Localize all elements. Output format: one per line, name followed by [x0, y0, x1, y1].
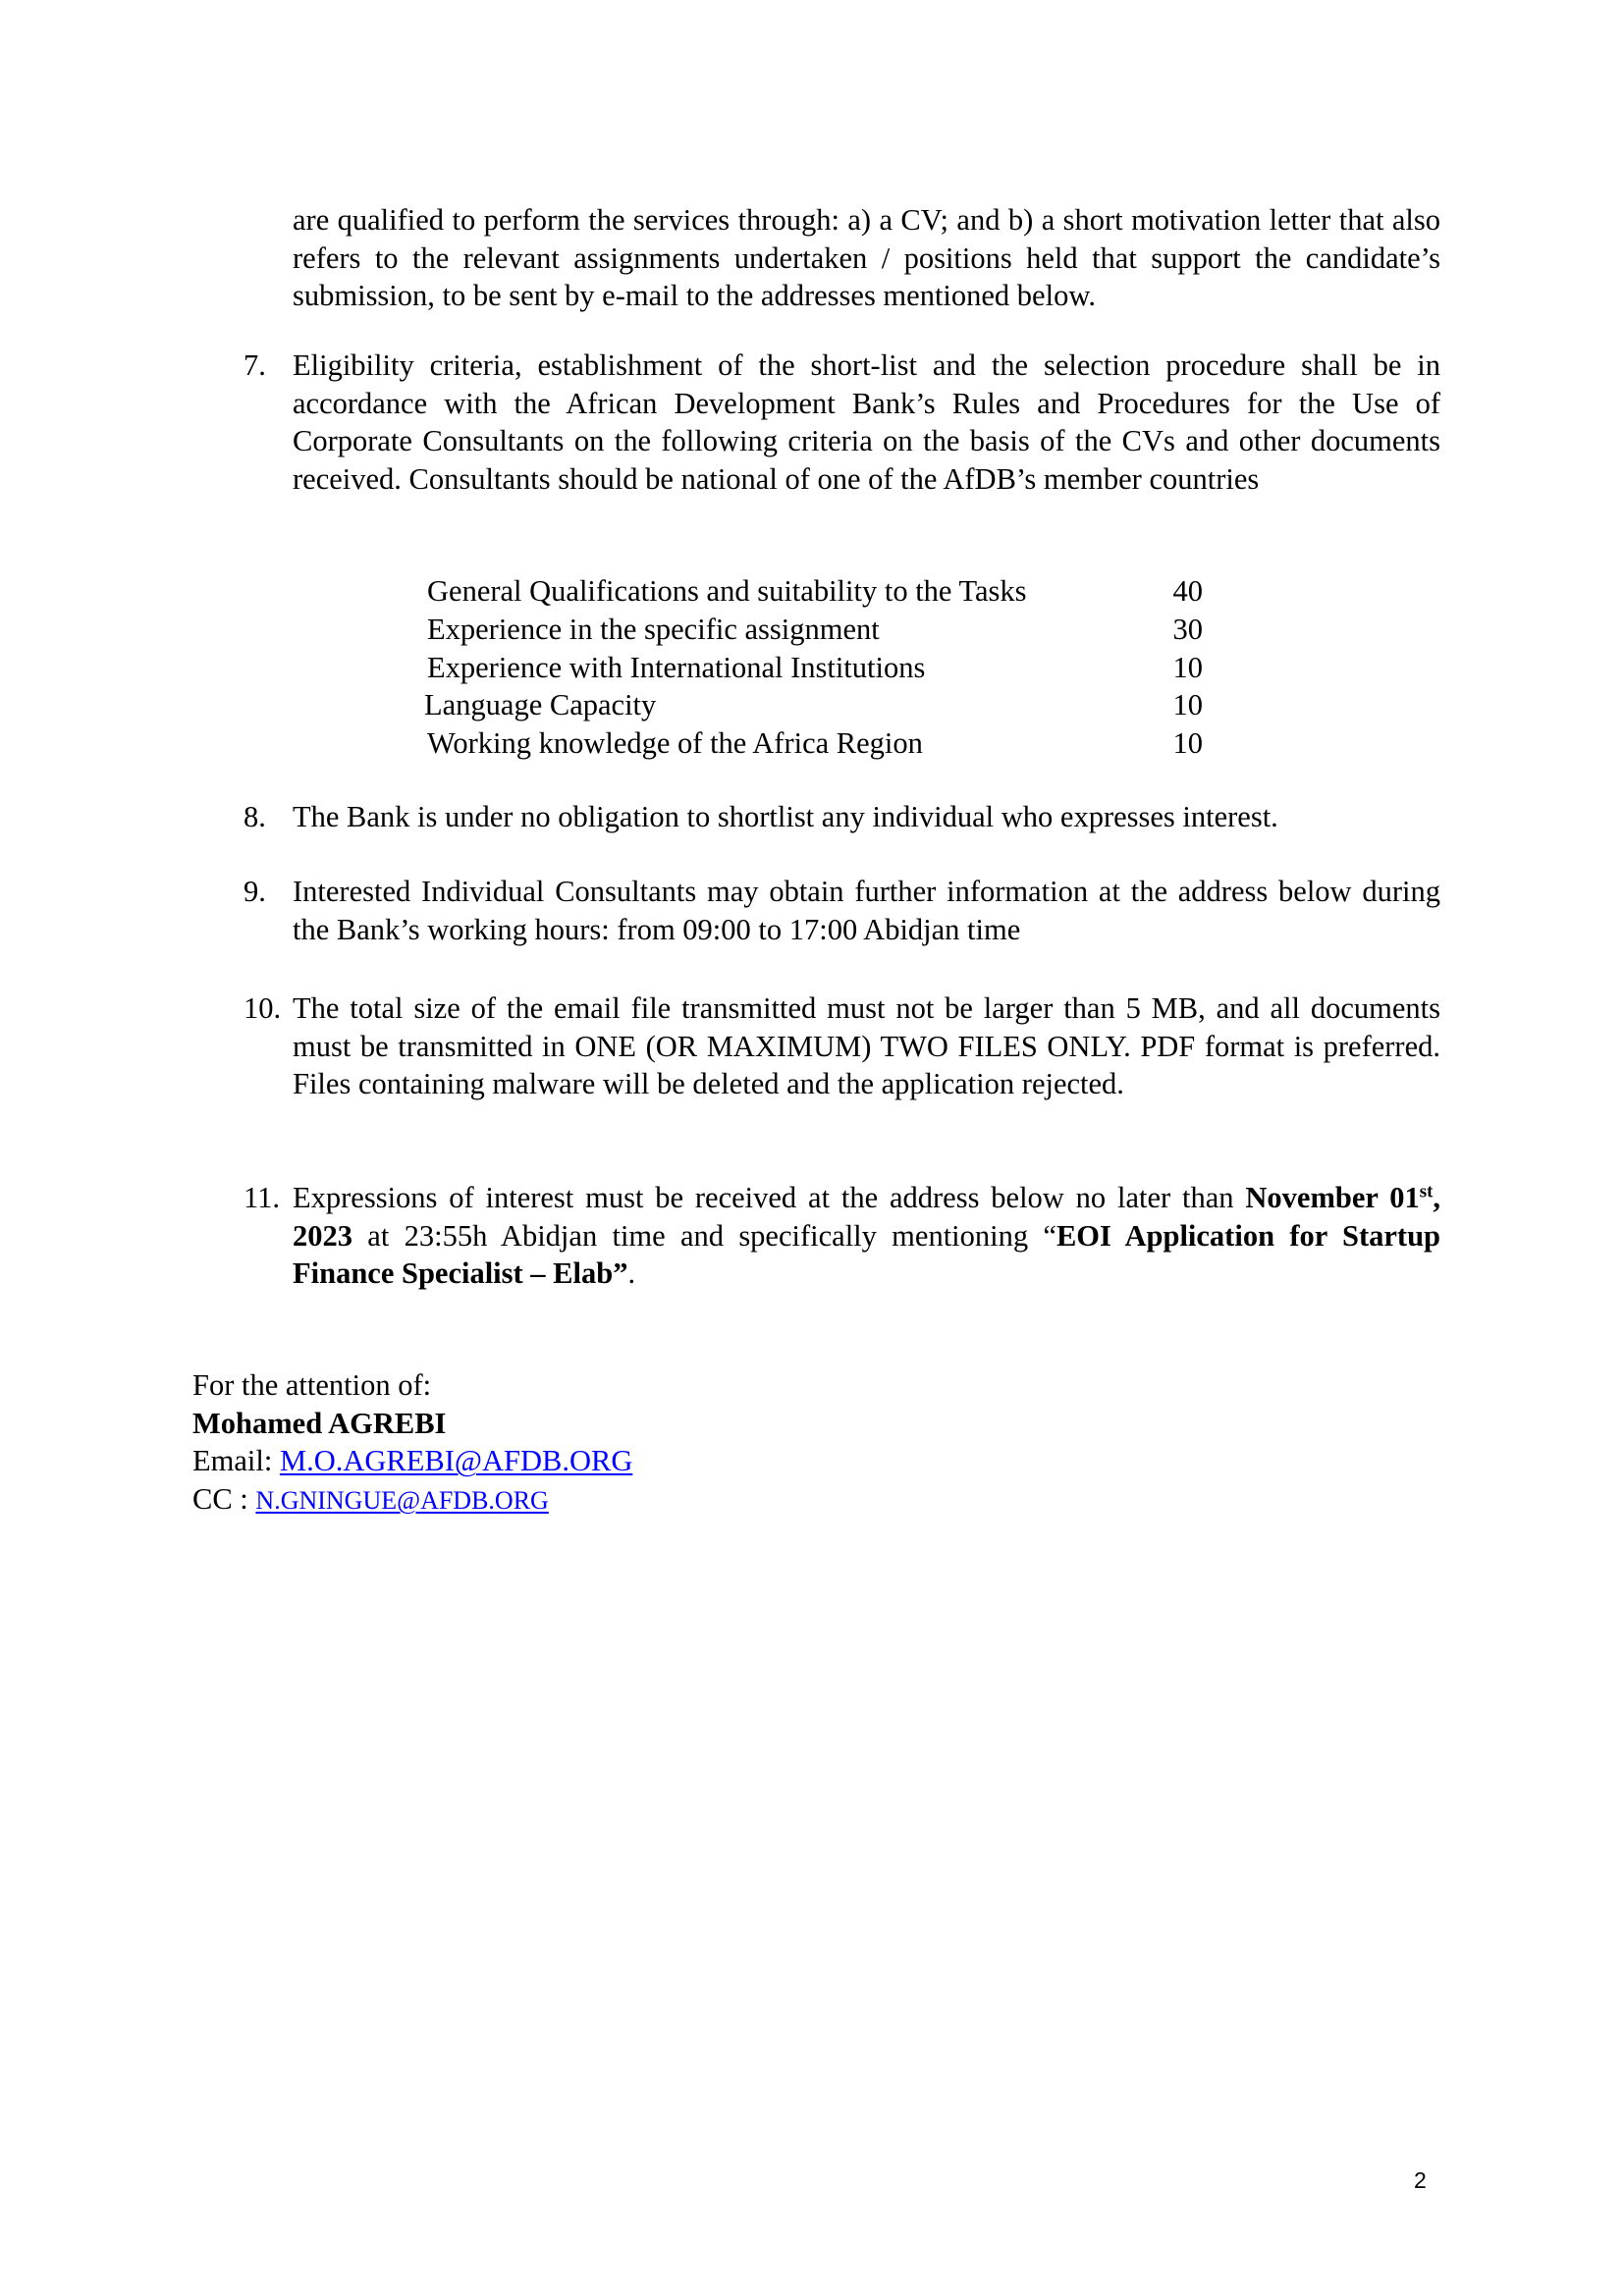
list-item-11: [244, 1179, 1440, 1293]
criteria-row: [424, 686, 1203, 724]
contact-block: [192, 1366, 1076, 1518]
attention-label: For the attention of:: [192, 1368, 432, 1402]
deadline-text-before: Expressions of interest must be received at the address below no later than: [293, 1181, 1246, 1214]
list-item-text: The total size of the email file transmitted must not be larger than 5 MB, and all documents must be transmitted in ONE (OR MAXIMUM) TWO FILES ONLY. PDF format is preferred. Files containing malware will be deleted and the application rejected.: [293, 991, 1440, 1101]
criteria-row: [427, 572, 1203, 611]
intro-continuation-paragraph: are qualified to perform the services through: a) a CV; and b) a short motivation letter that also refers to the relevant assignments undertaken / positions held that support the candidate’s submission, to be sent by e-mail to the addresses mentioned below.: [293, 203, 1440, 313]
criteria-label: Working knowledge of the Africa Region: [427, 726, 923, 761]
deadline-date-part2: , 2023: [293, 1181, 1440, 1253]
list-number: 11.: [244, 1181, 280, 1214]
criteria-score: 10: [1172, 688, 1203, 722]
deadline-text-after: .: [627, 1256, 636, 1291]
deadline-text-middle: at 23:55h Abidjan time and specifically mentioning “: [352, 1218, 1056, 1253]
list-item-9: [244, 873, 1440, 948]
list-number: 9.: [244, 875, 266, 908]
list-item-text: Interested Individual Consultants may obtain further information at the address below during the Bank’s working hours: from 09:00 to 17:00 Abidjan time: [293, 875, 1440, 946]
page-number: 2: [1414, 2167, 1427, 2193]
list-item-text: Eligibility criteria, establishment of the short-list and the selection procedure shall be in accordance with the African Development Bank’s Rules and Procedures for the Use of Corporate Consultants on the following criteria on the basis of the CVs and other documents received. Consultants should be national of one of the AfDB’s member countries: [293, 348, 1440, 496]
criteria-row: [427, 611, 1203, 649]
list-item-text: The Bank is under no obligation to shortlist any individual who expresses interest.: [293, 800, 1278, 833]
email-label: Email:: [192, 1444, 280, 1478]
list-item-text: [293, 1179, 1440, 1293]
list-number: 10.: [244, 991, 282, 1025]
contact-name: Mohamed AGREBI: [192, 1406, 447, 1440]
list-number: 8.: [244, 800, 266, 833]
criteria-score: 10: [1172, 650, 1203, 684]
criteria-score: 40: [1172, 574, 1203, 608]
criteria-score: 30: [1172, 612, 1203, 646]
email-subject-line: EOI Application for Startup Finance Specialist – Elab”: [293, 1218, 1440, 1291]
criteria-label: Experience with International Institutions: [427, 650, 926, 684]
criteria-row: [427, 724, 1203, 763]
criteria-score: 10: [1172, 726, 1203, 761]
email-line: [192, 1442, 1076, 1480]
list-item-8: [244, 798, 1440, 836]
criteria-row: [427, 649, 1203, 687]
cc-line: [192, 1480, 1076, 1519]
list-item-10: [244, 989, 1440, 1103]
deadline-date-part1: November 01: [1245, 1181, 1420, 1214]
list-item-7: [244, 347, 1440, 498]
evaluation-criteria-table: [424, 572, 1203, 763]
email-link[interactable]: M.O.AGREBI@AFDB.ORG: [279, 1444, 633, 1478]
deadline-date-suffix: st: [1419, 1181, 1434, 1202]
list-number: 7.: [244, 348, 266, 382]
cc-label: CC :: [192, 1481, 256, 1516]
cc-email-link[interactable]: N.GNINGUE@AFDB.ORG: [255, 1485, 549, 1515]
criteria-label: General Qualifications and suitability to the Tasks: [427, 574, 1027, 608]
criteria-label: Language Capacity: [424, 688, 657, 722]
criteria-label: Experience in the specific assignment: [427, 612, 880, 646]
